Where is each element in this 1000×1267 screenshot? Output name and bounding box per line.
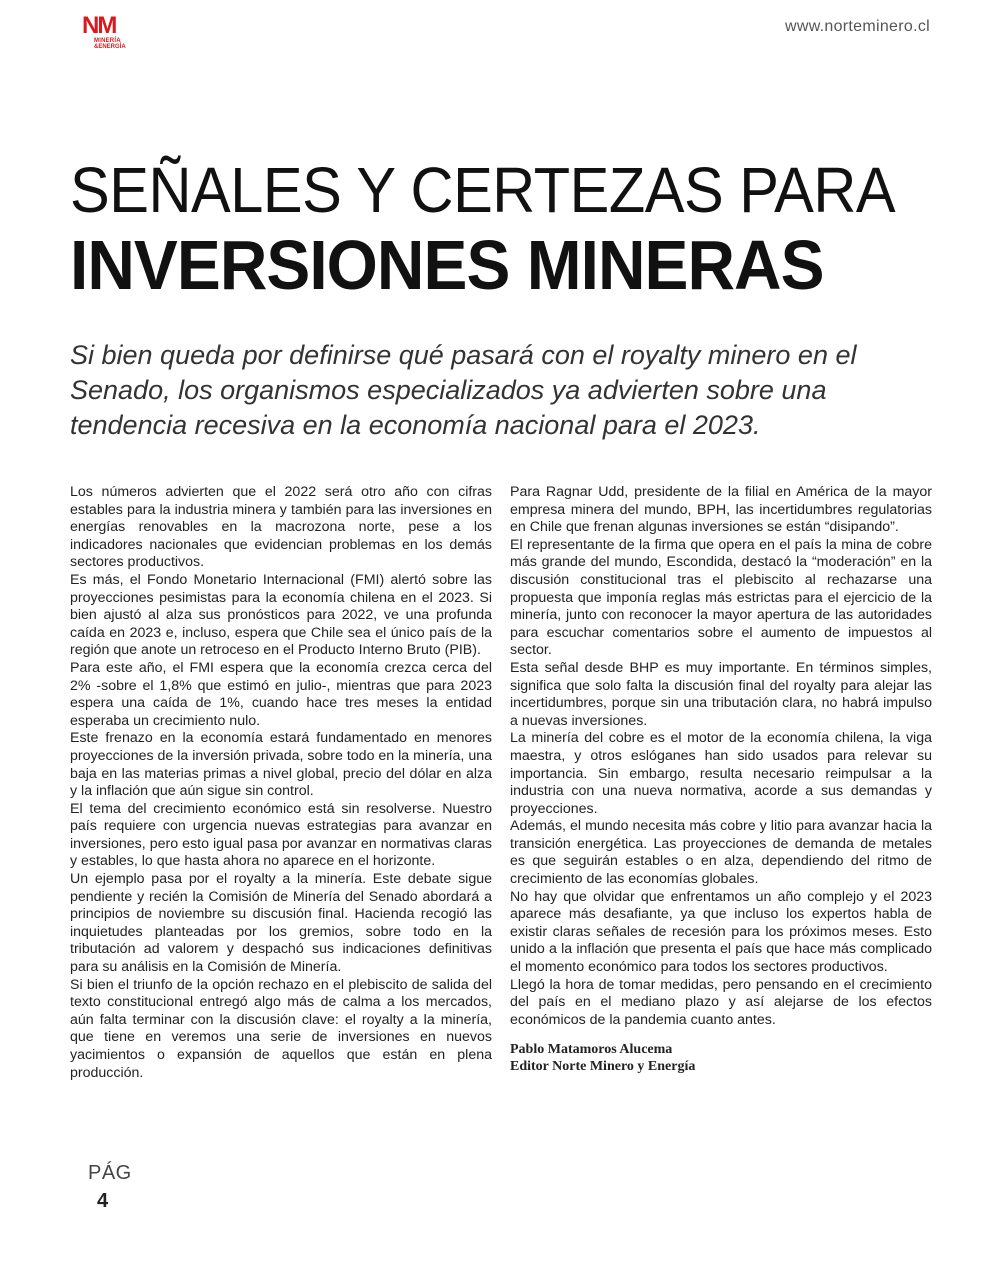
paragraph: Este frenazo en la economía estará fundamentado en menores proyecciones de la inversión privada, sobre todo en la minería, una baja en las materias primas a nivel global, precio del dólar en alza y la inflación que aún sigue sin control. <box>70 730 492 800</box>
paragraph: Si bien el triunfo de la opción rechazo en el plebiscito de salida del texto constitucional entregó algo más de calma a los mercados, aún falta terminar con la discusión clave: el royalty a la minería, que tiene en veremos una serie de inversiones en nuevos yacimientos o expansión de aquellos que están en plena producción. <box>70 976 492 1081</box>
brand-logo <box>82 14 142 54</box>
title-line-2: INVERSIONES MINERAS <box>70 226 824 304</box>
logo-line-1: MINERÍA <box>94 38 121 44</box>
article-column-left <box>70 484 492 1082</box>
paragraph: Llegó la hora de tomar medidas, pero pensando en el crecimiento del país en el mediano plazo y así alejarse de los efectos económicos de la pandemia cuanto antes. <box>510 976 932 1028</box>
paragraph: Es más, el Fondo Monetario Internacional (FMI) alertó sobre las proyecciones pesimistas para la economía chilena en el 2023. Si bien ajustó al alza sus pronósticos para 2022, ve una profunda caída en 2023 e, incluso, espera que Chile sea el único país de la región que anote un retroceso en el Producto Interno Bruto (PIB). <box>70 571 492 659</box>
page-label: PÁG <box>88 1162 132 1184</box>
paragraph: Un ejemplo pasa por el royalty a la minería. Este debate sigue pendiente y recién la Comisión de Minería del Senado abordará a principios de noviembre su discusión final. Hacienda recogió las inquietudes planteadas por los gremios, sobre todo en la tributación ad valorem y despachó sus indicaciones definitivas para su análisis en la Comisión de Minería. <box>70 871 492 976</box>
site-url[interactable]: www.norteminero.cl <box>784 18 930 35</box>
paragraph: La minería del cobre es el motor de la economía chilena, la viga maestra, y otros eslóganes han sido usados para relevar su importancia. Sin embargo, resulta necesario reimpulsar a la industria con una nueva normativa, acorde a sus demandas y proyecciones. <box>510 730 932 817</box>
paragraph: El tema del crecimiento económico está sin resolverse. Nuestro país requiere con urgencia nuevas estrategias para avanzar en inversiones, pero esto igual pasa por avanzar en normativas claras y estables, lo que hasta ahora no aparece en el horizonte. <box>70 800 492 870</box>
article-lead: Si bien queda por definirse qué pasará con el royalty minero en el Senado, los organismos especializados ya advierten sobre una tendencia recesiva en la economía nacional para el 2023. <box>70 340 857 440</box>
logo-line-2: &ENERGÍA <box>94 44 126 50</box>
paragraph: Para este año, el FMI espera que la economía crezca cerca del 2% -sobre el 1,8% que estimó en julio-, mientras que para 2023 espera una caída de 1%, cuando hace tres meses la entidad esperaba un crecimiento nulo. <box>70 659 492 729</box>
paragraph: El representante de la firma que opera en el país la mina de cobre más grande del mundo, Escondida, destacó la “moderación” en la discusión constitucional tras el plebiscito al rechazarse una propuesta que imponía reglas más estrictas para el ejercicio de la minería, junto con reconocer la mayor apertura de las autoridades para escuchar comentarios sobre el aumento de impuestos al sector. <box>510 536 932 659</box>
logo-letters: NM <box>82 12 116 39</box>
paragraph: No hay que olvidar que enfrentamos un año complejo y el 2023 aparece más desafiante, ya que incluso los expertos habla de existir claras señales de recesión para los próximos meses. Esto unido a la inflación que presenta el país que hace más complicado el momento económico para todos los sectores productivos. <box>510 888 932 976</box>
author-signature <box>510 1041 932 1075</box>
author-role: Editor Norte Minero y Energía <box>510 1059 696 1075</box>
paragraph: Esta señal desde BHP es muy importante. En términos simples, significa que solo falta la discusión final del royalty para alejar las incertidumbres, porque sin una tributación clara, no habrá impulso a nuevas inversiones. <box>510 659 932 729</box>
paragraph: Para Ragnar Udd, presidente de la filial en América de la mayor empresa minera del mundo, BPH, las incertidumbres regulatorias en Chile que frenan algunas inversiones se están “disipando”. <box>510 484 932 536</box>
title-line-1: SEÑALES Y CERTEZAS PARA <box>70 154 896 226</box>
paragraph: Además, el mundo necesita más cobre y litio para avanzar hacia la transición energética. Las proyecciones de demanda de metales es que seguirán estables o en alza, dependiendo del ritmo de crecimiento de las economías globales. <box>510 818 932 888</box>
page-number: 4 <box>97 1190 109 1212</box>
paragraph: Los números advierten que el 2022 será otro año con cifras estables para la industria minera y también para las inversiones en energías renovables en la macrozona norte, pese a los indicadores nacionales que evidencian problemas en los demás sectores productivos. <box>70 484 492 571</box>
article-column-right <box>510 484 932 1075</box>
author-name: Pablo Matamoros Alucema <box>510 1042 673 1058</box>
